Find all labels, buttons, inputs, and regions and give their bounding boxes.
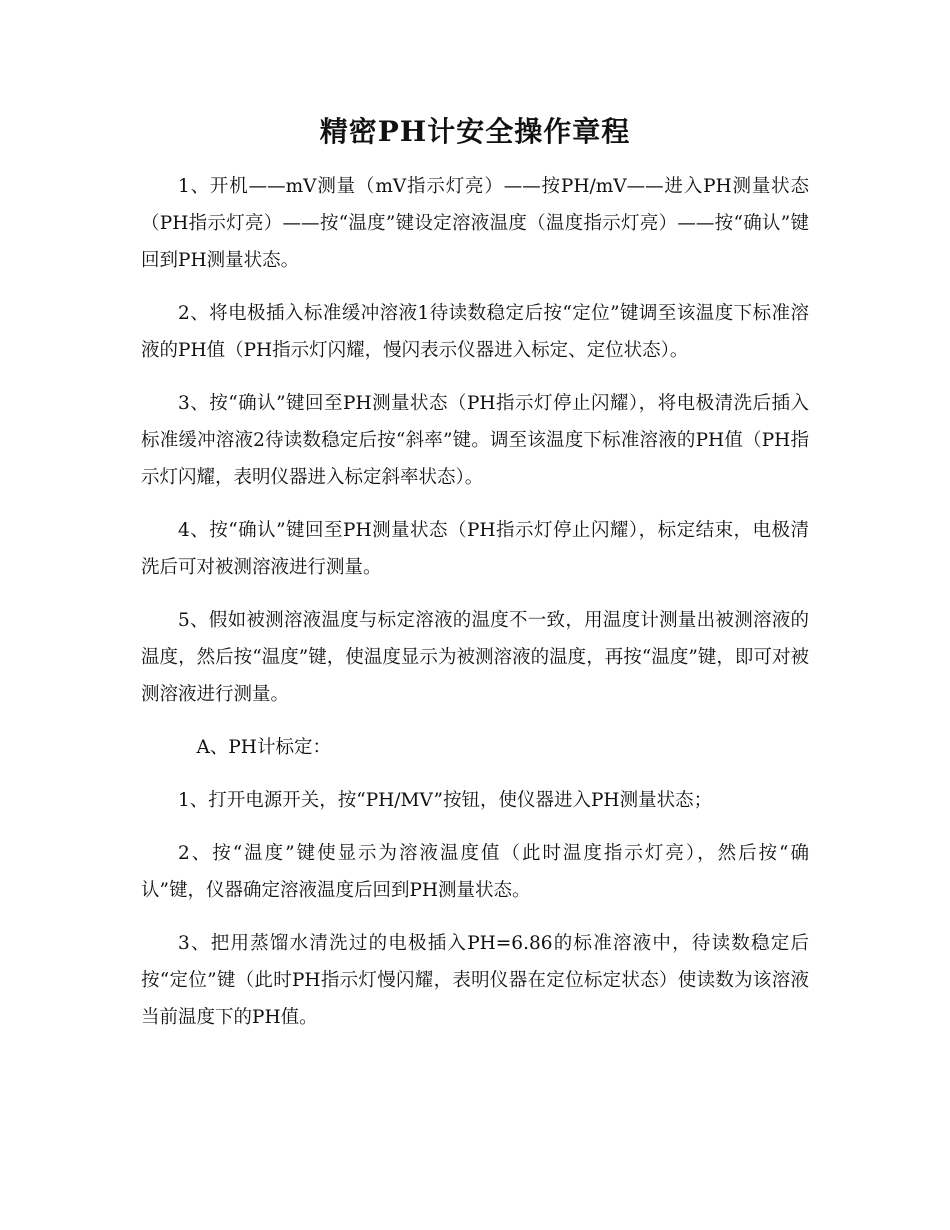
section-heading: A、PH计标定： — [196, 737, 331, 758]
paragraph-2: 2、将电极插入标准缓冲溶液1待读数稳定后按“定位”键调至该温度下标准溶液的PH值（PH指示灯闪耀，慢闪表示仪器进入标定、定位状态）。 — [141, 303, 809, 361]
document-title: 精密PH计安全操作章程 — [319, 115, 631, 148]
paragraph-4: 4、按“确认”键回至PH测量状态（PH指示灯停止闪耀），标定结束，电极清洗后可对被测溶液进行测量。 — [141, 520, 809, 578]
section-paragraph-2: 2、按“温度”键使显示为溶液温度值（此时温度指示灯亮），然后按“确认”键，仪器确定溶液温度后回到PH测量状态。 — [141, 843, 809, 901]
paragraph-3: 3、按“确认”键回至PH测量状态（PH指示灯停止闪耀），将电极清洗后插入标准缓冲溶液2待读数稳定后按“斜率”键。调至该温度下标准溶液的PH值（PH指示灯闪耀，表明仪器进入标定斜率状态）。 — [141, 393, 809, 488]
section-paragraph-3: 3、把用蒸馏水清洗过的电极插入PH=6.86的标准溶液中，待读数稳定后按“定位”键（此时PH指示灯慢闪耀，表明仪器在定位标定状态）使读数为该溶液当前温度下的PH值。 — [141, 933, 809, 1028]
paragraph-5: 5、假如被测溶液温度与标定溶液的温度不一致，用温度计测量出被测溶液的温度，然后按“温度”键，使温度显示为被测溶液的温度，再按“温度”键，即可对被测溶液进行测量。 — [141, 610, 809, 705]
document-body — [141, 168, 809, 1052]
paragraph-1: 1、开机——mV测量（mV指示灯亮）——按PH/mV——进入PH测量状态（PH指示灯亮）——按“温度”键设定溶液温度（温度指示灯亮）——按“确认”键回到PH测量状态。 — [141, 176, 809, 271]
section-paragraph-1: 1、打开电源开关，按“PH/MV”按钮，使仪器进入PH测量状态； — [178, 790, 713, 811]
